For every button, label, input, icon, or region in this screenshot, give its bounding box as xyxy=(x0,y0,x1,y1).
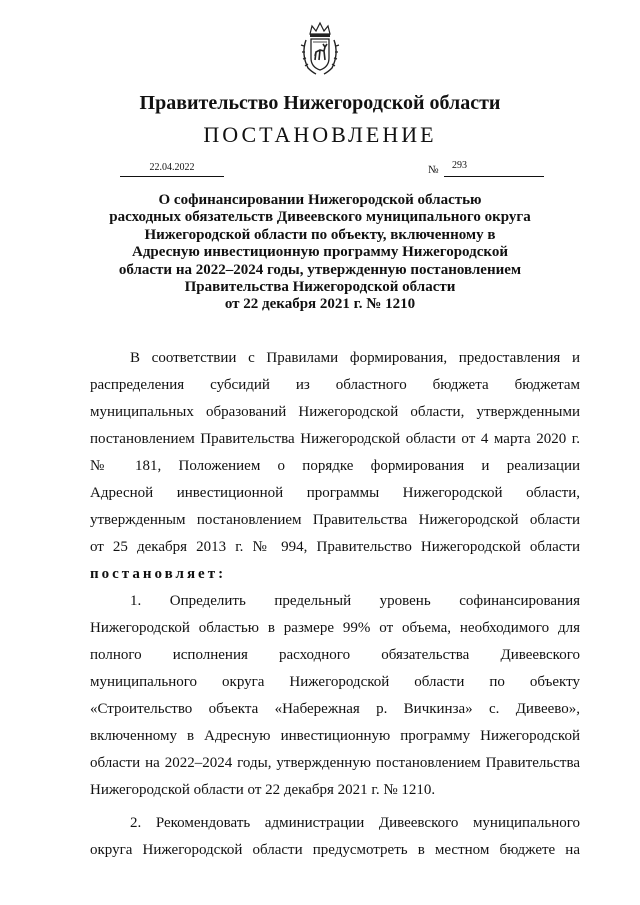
body-line: области на 2022–2024 годы, утвержденную постановлением Правительства xyxy=(90,755,580,771)
government-title: Правительство Нижегородской области xyxy=(139,92,501,114)
body-line: Адресной инвестиционной программы Нижегородской области, xyxy=(90,485,580,501)
date-underline xyxy=(120,176,224,177)
document-number: 293 xyxy=(452,160,467,171)
document-date: 22.04.2022 xyxy=(149,162,195,173)
number-underline xyxy=(444,176,544,177)
resolves-word: постановляет: xyxy=(90,566,227,582)
heading-line: Нижегородской области по объекту, включенному в xyxy=(144,226,496,243)
document-type: ПОСТАНОВЛЕНИЕ xyxy=(203,122,437,147)
coat-of-arms-icon xyxy=(300,20,340,76)
body-line: округа Нижегородской области предусмотреть в местном бюджете на xyxy=(90,842,580,858)
heading-line: О софинансировании Нижегородской областью xyxy=(158,192,482,208)
body-line: постановлением Правительства Нижегородской области от 4 марта 2020 г. xyxy=(90,431,580,447)
body-line: распределения субсидий из областного бюджета бюджетам xyxy=(90,377,580,393)
document-heading xyxy=(100,192,540,314)
body-line: 2. Рекомендовать администрации Дивеевского муниципального xyxy=(130,815,580,831)
body-line: муниципального округа Нижегородской области по объекту xyxy=(90,674,580,690)
heading-line: области на 2022–2024 годы, утвержденную постановлением xyxy=(118,261,522,278)
body-line: 1. Определить предельный уровень софинансирования xyxy=(130,593,580,609)
heading-line: расходных обязательств Дивеевского муниципального округа xyxy=(109,209,531,226)
body-line: Нижегородской области от 22 декабря 2021 г. № 1210. xyxy=(90,782,436,798)
body-line: Нижегородской областью в размере 99% от объема, необходимого для xyxy=(90,620,580,636)
heading-line: от 22 декабря 2021 г. № 1210 xyxy=(224,296,416,313)
heading-line: Адресную инвестиционную программу Нижегородской xyxy=(132,244,508,261)
body-line: муниципальных образований Нижегородской области, утвержденными xyxy=(90,404,580,420)
body-line: В соответствии с Правилами формирования, предоставления и xyxy=(130,350,580,366)
heading-line: Правительства Нижегородской области xyxy=(184,279,456,296)
body-line: «Строительство объекта «Набережная р. Вичкинза» с. Дивеево», xyxy=(90,701,580,717)
body-line: от 25 декабря 2013 г. № 994, Правительство Нижегородской области xyxy=(90,539,580,555)
body-line: № 181, Положением о порядке формирования и реализации xyxy=(90,458,580,474)
body-line: полного исполнения расходного обязательства Дивеевского xyxy=(90,647,580,663)
body-line: включенному в Адресную инвестиционную программу Нижегородской xyxy=(90,728,580,744)
body-line: утвержденным постановлением Правительства Нижегородской области xyxy=(90,512,580,528)
number-sign: № xyxy=(428,164,439,176)
